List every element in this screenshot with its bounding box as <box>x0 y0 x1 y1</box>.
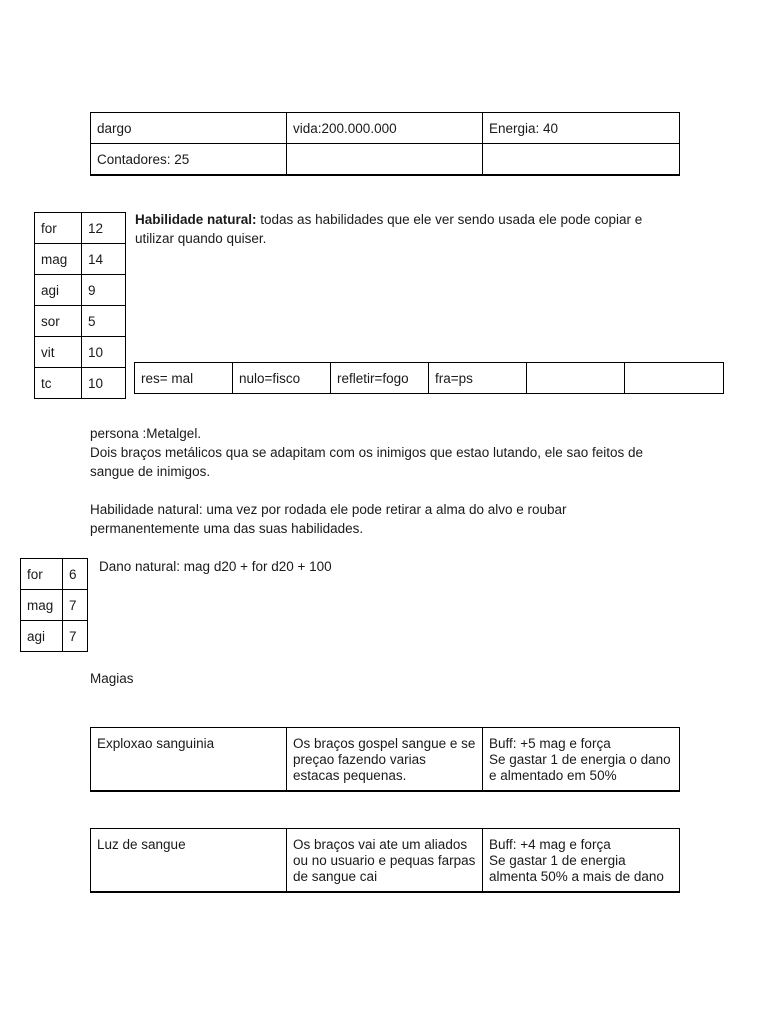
spell-description: Os braços gospel sangue e se preçao fazendo varias estacas pequenas. <box>287 728 483 792</box>
stat-value: 10 <box>82 337 126 368</box>
stat-label: for <box>35 213 82 244</box>
character-header-table <box>90 112 680 176</box>
spell-buff-line: Se gastar 1 de energia almenta 50% a mais de dano <box>489 853 664 884</box>
empty-cell <box>287 144 483 176</box>
resistance-cell: res= mal <box>135 363 233 394</box>
natural-ability-label: Habilidade natural: <box>135 212 257 227</box>
character-counters: Contadores: 25 <box>91 144 287 176</box>
stat-row <box>35 213 126 244</box>
spell-buff <box>483 728 680 792</box>
natural-ability-description: todas as habilidades que ele ver sendo usada ele pode copiar e utilizar quando quiser. <box>135 212 643 246</box>
stat-value: 6 <box>63 559 88 590</box>
stat-row <box>35 306 126 337</box>
stat-label: tc <box>35 368 82 399</box>
spell-table <box>90 727 680 792</box>
stat-value: 14 <box>82 244 126 275</box>
persona-damage: Dano natural: mag d20 + for d20 + 100 <box>99 559 332 574</box>
spell-buff <box>483 829 680 893</box>
stat-value: 7 <box>63 621 88 652</box>
stat-label: mag <box>21 590 63 621</box>
table-row <box>91 728 680 792</box>
resistance-cell: nulo=fisco <box>233 363 331 394</box>
stat-row <box>35 275 126 306</box>
stat-value: 5 <box>82 306 126 337</box>
persona-stats-table <box>20 558 88 652</box>
stat-row <box>21 590 88 621</box>
stat-value: 7 <box>63 590 88 621</box>
spell-table <box>90 828 680 893</box>
table-row <box>91 829 680 893</box>
persona-title: persona :Metalgel. <box>90 426 202 441</box>
stat-row <box>35 368 126 399</box>
empty-cell <box>483 144 680 176</box>
table-row <box>91 113 680 144</box>
spell-buff-line: Se gastar 1 de energia o dano e almentado em 50% <box>489 752 671 783</box>
character-name: dargo <box>91 113 287 144</box>
stats-table <box>34 212 126 399</box>
stat-label: for <box>21 559 63 590</box>
persona-ability: Habilidade natural: uma vez por rodada ele pode retirar a alma do alvo e roubar permanentemente uma das suas habilidades. <box>90 502 567 536</box>
table-row <box>135 363 724 394</box>
spell-description: Os braços vai ate um aliados ou no usuario e pequas farpas de sangue cai <box>287 829 483 893</box>
resistance-cell: refletir=fogo <box>331 363 429 394</box>
table-row <box>91 144 680 176</box>
resistance-cell <box>527 363 625 394</box>
spell-name: Exploxao sanguinia <box>91 728 287 792</box>
persona-description: Dois braços metálicos qua se adapitam com os inimigos que estao lutando, ele sao feitos de sangue de inimigos. <box>90 445 644 479</box>
spell-name: Luz de sangue <box>91 829 287 893</box>
stat-label: mag <box>35 244 82 275</box>
stat-label: sor <box>35 306 82 337</box>
magic-section-title: Magias <box>90 671 134 686</box>
resistances-table <box>134 362 724 394</box>
stat-row <box>21 559 88 590</box>
stat-value: 10 <box>82 368 126 399</box>
character-energy: Energia: 40 <box>483 113 680 144</box>
stat-label: agi <box>21 621 63 652</box>
stat-row <box>35 244 126 275</box>
stat-label: vit <box>35 337 82 368</box>
stat-value: 12 <box>82 213 126 244</box>
character-life: vida:200.000.000 <box>287 113 483 144</box>
stat-label: agi <box>35 275 82 306</box>
natural-ability-text <box>135 210 675 248</box>
stat-row <box>35 337 126 368</box>
stat-row <box>21 621 88 652</box>
resistance-cell: fra=ps <box>429 363 527 394</box>
spell-buff-line: Buff: +5 mag e força <box>489 736 611 751</box>
resistance-cell <box>625 363 724 394</box>
spell-buff-line: Buff: +4 mag e força <box>489 837 611 852</box>
stat-value: 9 <box>82 275 126 306</box>
